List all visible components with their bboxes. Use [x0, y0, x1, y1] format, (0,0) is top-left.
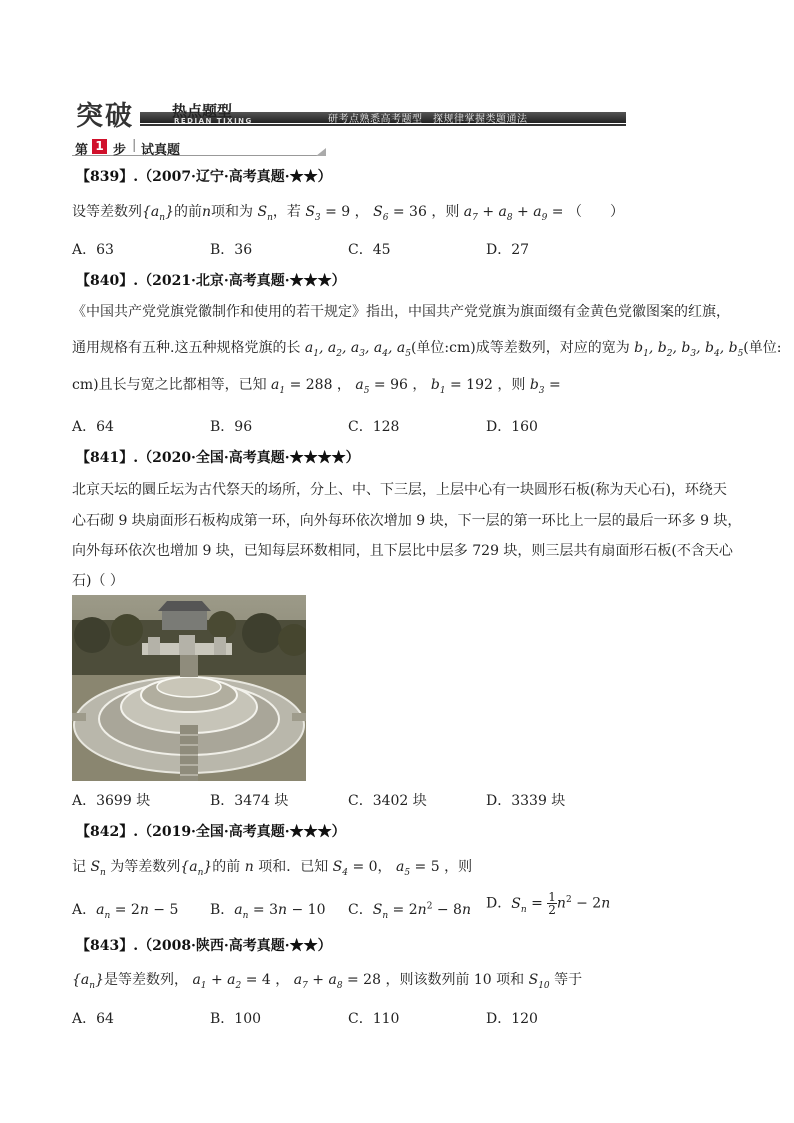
question-842-stem: 记 $S_n$ 为等差数列$\{a_n\}$的前 n 项和．已知 $S_4 = 0$， $a_5 = 5$ ，则: [72, 859, 473, 878]
step-triangle: [316, 148, 326, 156]
option-843-d[interactable]: D．120: [486, 1011, 538, 1027]
question-843-header: 【843】.（2008·陕西·高考真题·★★）: [76, 938, 332, 954]
question-843-stem: $\{a_n\}$是等差数列， $a_1 + a_2 = 4$ ， $a_7 + a_8 = 28$ ，则该数列前 10 项和 $S_{10}$ 等于: [72, 972, 583, 991]
option-841-c[interactable]: C．3402 块: [348, 793, 427, 809]
option-842-b[interactable]: B．$a_n = 3n - 10$: [210, 902, 326, 921]
option-841-b[interactable]: B．3474 块: [210, 793, 289, 809]
option-843-b[interactable]: B．100: [210, 1011, 262, 1027]
section-subtitle-pinyin: REDIAN TIXING: [174, 117, 253, 125]
question-840-line2: 通用规格有五种.这五种规格党旗的长 $a_1$, $a_2$, $a_3$, $a_4$, $a_5$(单位:cm)成等差数列，对应的宽为 $b_1$, $b_2$, $b_3$, $b_4$, $b_5$(单位:: [72, 340, 782, 359]
question-842-header: 【842】.（2019·全国·高考真题·★★★）: [76, 824, 346, 840]
option-842-d[interactable]: D．$S_n$ = $\frac{1}{2}$ $n^2 - 2n$: [486, 890, 611, 917]
option-839-c[interactable]: C．45: [348, 242, 391, 258]
option-842-a[interactable]: A．$a_n = 2n - 5$: [72, 902, 179, 921]
option-841-d[interactable]: D．3339 块: [486, 793, 566, 809]
step-title: 试真题: [141, 143, 181, 158]
step-underline: [72, 155, 324, 156]
option-840-c[interactable]: C．128: [348, 419, 400, 435]
option-839-d[interactable]: D．27: [486, 242, 530, 258]
question-840-line3: cm)且长与宽之比都相等，已知 $a_1 = 288$ ， $a_5 = 96$ ， $b_1 = 192$ ，则 $b_3$ =: [72, 377, 561, 396]
step-number-badge: 1: [92, 139, 107, 154]
question-839-stem: 设等差数列$\{a_n\}$的前n项和为 $S_n$，若 $S_3 = 9$ ， $S_6 = 36$ ，则 $a_7 + a_8 + a_9$ = （ ）: [72, 204, 624, 223]
section-slogan: 研考点熟悉高考题型 探规律掌握类题通法: [328, 114, 528, 125]
question-840-line1: 《中国共产党党旗党徽制作和使用的若干规定》指出，中国共产党党旗为旗面缀有金黄色党徽图案的红旗，: [72, 304, 730, 320]
question-840-header: 【840】.（2021·北京·高考真题·★★★）: [76, 273, 346, 289]
question-839-header: 【839】.（2007·辽宁·高考真题·★★）: [76, 169, 332, 185]
option-843-a[interactable]: A．64: [72, 1011, 114, 1027]
option-841-a[interactable]: A．3699 块: [72, 793, 151, 809]
step-prefix: 第: [75, 143, 89, 158]
question-841-header: 【841】.（2020·全国·高考真题·★★★★）: [76, 450, 360, 466]
option-842-c[interactable]: C．$S_n = 2n^2 - 8n$: [348, 901, 471, 921]
temple-of-heaven-photo: [72, 595, 306, 781]
section-title: 突破: [76, 101, 134, 132]
option-839-b[interactable]: B．36: [210, 242, 253, 258]
section-subtitle: 热点题型: [172, 102, 233, 120]
option-840-b[interactable]: B．96: [210, 419, 253, 435]
option-840-d[interactable]: D．160: [486, 419, 538, 435]
option-839-a[interactable]: A．63: [72, 242, 114, 258]
question-841-line3: 向外每环依次也增加 9 块，已知每层环数相同，且下层比中层多 729 块，则三层共有扇面形石板(不含天心: [72, 543, 733, 559]
step-separator: |: [132, 138, 137, 153]
option-840-a[interactable]: A．64: [72, 419, 114, 435]
option-843-c[interactable]: C．110: [348, 1011, 400, 1027]
question-841-line4: 石)（ ）: [72, 573, 124, 589]
step-suffix: 步: [113, 143, 127, 158]
question-841-line1: 北京天坛的圜丘坛为古代祭天的场所，分上、中、下三层，上层中心有一块圆形石板(称为天心石)，环绕天: [72, 482, 727, 498]
question-841-line2: 心石砌 9 块扇面形石板构成第一环，向外每环依次增加 9 块，下一层的第一环比上一层的最后一环多 9 块，: [72, 513, 742, 529]
